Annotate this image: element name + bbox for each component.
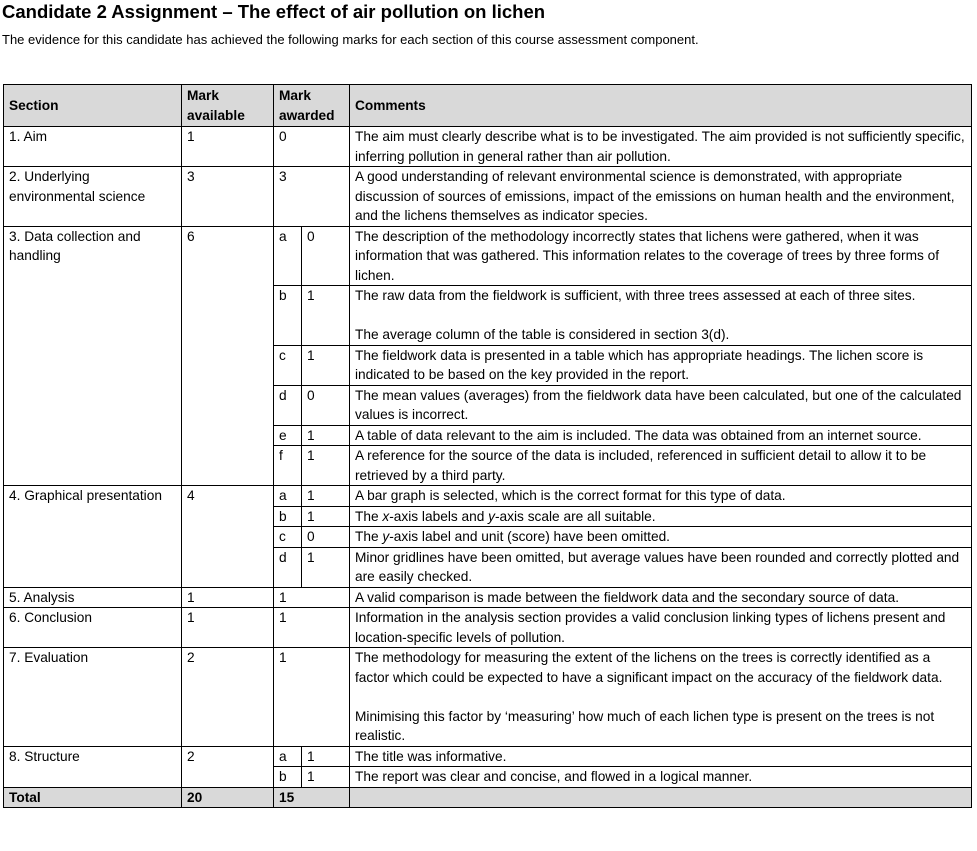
intro-text: The evidence for this candidate has achieved the following marks for each section of this course assessment component. — [2, 32, 699, 47]
comment-cell: Minor gridlines have been omitted, but average values have been rounded and correctly plotted and are easily checked. — [350, 547, 972, 587]
sub-mark-cell: 1 — [302, 547, 350, 587]
mark-available-cell: 1 — [182, 587, 274, 608]
mark-available-cell: 1 — [182, 608, 274, 648]
comment-cell: Information in the analysis section provides a valid conclusion linking types of lichens present and location-specific levels of pollution. — [350, 608, 972, 648]
total-label: Total — [4, 787, 182, 808]
sub-mark-cell: 0 — [302, 226, 350, 286]
section-cell: 3. Data collection and handling — [4, 226, 182, 486]
sub-label-cell: c — [274, 527, 302, 548]
table-row — [4, 648, 972, 747]
table-row — [4, 167, 972, 227]
mark-awarded-cell: 1 — [274, 608, 350, 648]
comment-text: The methodology for measuring the extent of the lichens on the trees is correctly identified as a factor which could be expected to have a significant impact on the accuracy of the fieldwork data. — [355, 650, 943, 685]
comment-cell: A table of data relevant to the aim is included. The data was obtained from an internet source. — [350, 425, 972, 446]
comment-cell: The fieldwork data is presented in a table which has appropriate headings. The lichen score is indicated to be based on the key provided in the report. — [350, 345, 972, 385]
sub-label-cell: a — [274, 746, 302, 767]
comment-italic: x — [382, 508, 390, 524]
comment-text: The raw data from the fieldwork is sufficient, with three trees assessed at each of three sites. — [355, 288, 916, 303]
mark-available-cell: 3 — [182, 167, 274, 227]
mark-available-cell: 2 — [182, 746, 274, 787]
sub-mark-cell: 1 — [302, 425, 350, 446]
comment-cell: A reference for the source of the data is included, referenced in sufficient detail to allow it to be retrieved by a third party. — [350, 446, 972, 486]
table-row — [4, 226, 972, 286]
sub-label-cell: d — [274, 547, 302, 587]
sub-mark-cell: 1 — [302, 767, 350, 788]
sub-label-cell: c — [274, 345, 302, 385]
sub-mark-cell: 0 — [302, 385, 350, 425]
comment-cell — [350, 506, 972, 527]
sub-label-cell: b — [274, 286, 302, 346]
mark-available-cell: 1 — [182, 127, 274, 167]
total-available: 20 — [182, 787, 274, 808]
comment-cell: A good understanding of relevant environmental science is demonstrated, with appropriate discussion of sources of emissions, impact of the emissions on human health and the environment, and the lichens themselves as indicator species. — [350, 167, 972, 227]
section-cell: 6. Conclusion — [4, 608, 182, 648]
sub-mark-cell: 1 — [302, 506, 350, 527]
sub-label-cell: b — [274, 506, 302, 527]
sub-label-cell: a — [274, 486, 302, 507]
table-header-row — [4, 85, 972, 127]
table-row — [4, 486, 972, 507]
header-available-line2: available — [187, 107, 245, 123]
sub-label-cell: d — [274, 385, 302, 425]
table-row — [4, 127, 972, 167]
header-comments: Comments — [350, 85, 972, 127]
page-title: Candidate 2 Assignment – The effect of air pollution on lichen — [2, 1, 546, 22]
comment-cell: A bar graph is selected, which is the correct format for this type of data. — [350, 486, 972, 507]
section-cell: 4. Graphical presentation — [4, 486, 182, 588]
mark-awarded-cell: 1 — [274, 587, 350, 608]
marks-table — [3, 84, 972, 808]
sub-label-cell: e — [274, 425, 302, 446]
comment-cell — [350, 648, 972, 747]
table-row — [4, 587, 972, 608]
comment-part: -axis labels and — [389, 508, 489, 524]
header-available-line1: Mark — [187, 88, 219, 103]
sub-label-cell: a — [274, 226, 302, 286]
mark-awarded-cell: 3 — [274, 167, 350, 227]
total-comment-cell — [350, 787, 972, 808]
comment-cell: The description of the methodology incorrectly states that lichens were gathered, when it was information that was gathered. This information relates to the coverage of trees by three forms of lichen. — [350, 226, 972, 286]
header-awarded-line2: awarded — [279, 107, 335, 123]
comment-text-2: Minimising this factor by ‘measuring’ how much of each lichen type is present on the trees is not realistic. — [355, 708, 935, 743]
comment-cell: A valid comparison is made between the fieldwork data and the secondary source of data. — [350, 587, 972, 608]
sub-mark-cell: 0 — [302, 527, 350, 548]
comment-cell: The mean values (averages) from the fieldwork data have been calculated, but one of the calculated values is incorrect. — [350, 385, 972, 425]
header-section: Section — [4, 85, 182, 127]
comment-cell: The report was clear and concise, and flowed in a logical manner. — [350, 767, 972, 788]
comment-cell: The title was informative. — [350, 746, 972, 767]
section-cell: 8. Structure — [4, 746, 182, 787]
mark-awarded-cell: 1 — [274, 648, 350, 747]
sub-mark-cell: 1 — [302, 446, 350, 486]
sub-label-cell: b — [274, 767, 302, 788]
comment-cell — [350, 286, 972, 346]
header-mark-available — [182, 85, 274, 127]
section-cell: 1. Aim — [4, 127, 182, 167]
comment-part: -axis scale are all suitable. — [495, 508, 656, 524]
table-row — [4, 608, 972, 648]
section-cell: 2. Underlying environmental science — [4, 167, 182, 227]
sub-mark-cell: 1 — [302, 345, 350, 385]
mark-available-cell: 4 — [182, 486, 274, 588]
section-cell: 7. Evaluation — [4, 648, 182, 747]
header-mark-awarded — [274, 85, 350, 127]
sub-mark-cell: 1 — [302, 746, 350, 767]
mark-awarded-cell: 0 — [274, 127, 350, 167]
comment-part: The — [355, 508, 383, 524]
comment-cell: The aim must clearly describe what is to be investigated. The aim provided is not sufficiently specific, inferring pollution in general rather than air pollution. — [350, 127, 972, 167]
sub-label-cell: f — [274, 446, 302, 486]
total-row — [4, 787, 972, 808]
comment-italic: y — [382, 529, 390, 544]
section-cell: 5. Analysis — [4, 587, 182, 608]
sub-mark-cell: 1 — [302, 486, 350, 507]
table-row — [4, 746, 972, 767]
total-awarded: 15 — [274, 787, 350, 808]
comment-part: The — [355, 529, 383, 544]
mark-available-cell: 2 — [182, 648, 274, 747]
mark-available-cell: 6 — [182, 226, 274, 486]
comment-cell — [350, 527, 972, 548]
header-awarded-line1: Mark — [279, 88, 311, 103]
comment-part: -axis label and unit (score) have been omitted. — [389, 529, 670, 544]
comment-italic: y — [488, 508, 495, 524]
sub-mark-cell: 1 — [302, 286, 350, 346]
comment-text-2: The average column of the table is considered in section 3(d). — [355, 327, 730, 342]
